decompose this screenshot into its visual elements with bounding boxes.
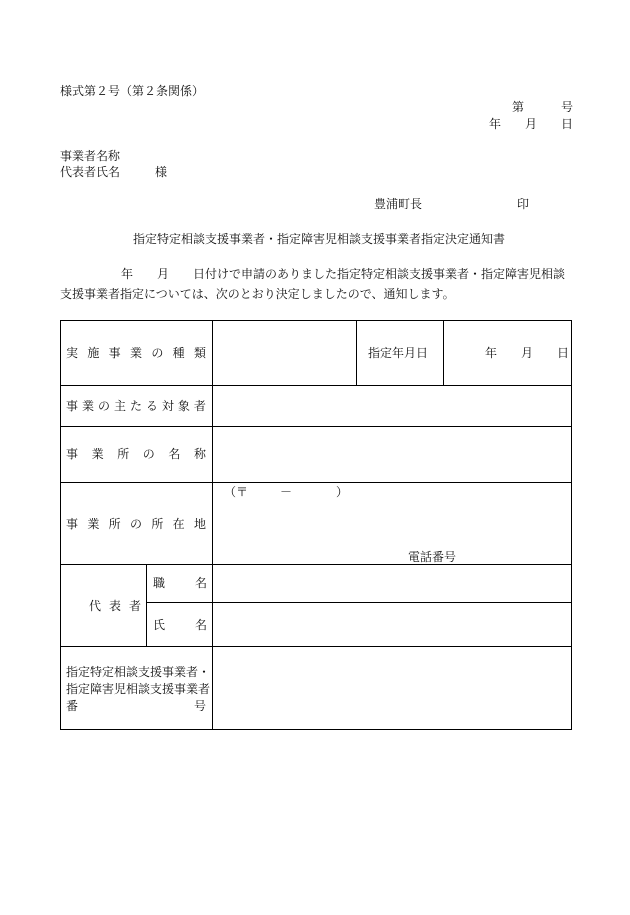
table-border-bottom xyxy=(60,729,572,730)
label-char: 者 xyxy=(193,399,206,413)
body-month: 月 xyxy=(157,267,170,281)
table-column-divider xyxy=(146,564,147,646)
service-type-label xyxy=(66,345,206,361)
label-char: 事 xyxy=(66,517,79,531)
label-char: 主 xyxy=(113,399,126,413)
label-char: 表 xyxy=(108,599,121,613)
issuer-name: 豊浦町長 xyxy=(374,197,423,211)
label-char: 所 xyxy=(151,517,164,531)
company-name-label: 事業者名称 xyxy=(60,149,121,163)
body-line-1: 日付けで申請のありました指定特定相談支援事業者・指定障害児相談 xyxy=(193,267,566,281)
designation-number-label-line-1: 指定特定相談支援事業者・ xyxy=(66,665,211,679)
label-char: 称 xyxy=(193,447,206,461)
seal-mark: 印 xyxy=(517,197,530,211)
label-char: 所 xyxy=(117,447,130,461)
label-char: 名 xyxy=(194,618,207,632)
label-char: 職 xyxy=(153,576,166,590)
table-border-top xyxy=(60,320,572,321)
label-char: 業 xyxy=(87,517,100,531)
doc-number-prefix: 第 xyxy=(512,100,525,114)
label-char: 名 xyxy=(194,576,207,590)
representative-name-label: 代表者氏名 xyxy=(60,165,121,179)
designation-number-label-line-3 xyxy=(66,698,206,714)
label-char: 地 xyxy=(193,517,206,531)
table-border-right xyxy=(571,320,572,730)
label-char: 種 xyxy=(172,346,185,360)
label-char: 業 xyxy=(91,447,104,461)
document-title: 指定特定相談支援事業者・指定障害児相談支援事業者指定決定通知書 xyxy=(133,232,506,246)
label-char: 事 xyxy=(66,447,79,461)
label-char: た xyxy=(129,399,142,413)
label-char: の xyxy=(151,346,164,360)
label-char: の xyxy=(129,517,142,531)
designation-date-month: 月 xyxy=(521,346,534,360)
postal-close: ） xyxy=(336,485,349,499)
label-char: 業 xyxy=(81,399,94,413)
label-char: 実 xyxy=(66,346,79,360)
label-char: 類 xyxy=(193,346,206,360)
phone-label: 電話番号 xyxy=(408,550,457,564)
label-char: る xyxy=(145,399,158,413)
label-char: 事 xyxy=(66,399,79,413)
label-char: 名 xyxy=(168,447,181,461)
label-char: の xyxy=(142,447,155,461)
issue-date-year: 年 xyxy=(489,117,502,131)
target-users-label xyxy=(66,398,206,414)
table-rule xyxy=(60,426,572,427)
table-column-divider xyxy=(212,320,213,730)
body-year: 年 xyxy=(121,267,134,281)
postal-dash: － xyxy=(280,485,293,499)
label-char: 対 xyxy=(161,399,174,413)
label-char: 業 xyxy=(129,346,142,360)
body-line-2: 支援事業者指定については、次のとおり決定しましたので、通知します。 xyxy=(60,287,455,301)
representative-label xyxy=(89,598,141,614)
office-address-label xyxy=(66,516,206,532)
issue-date-month: 月 xyxy=(525,117,538,131)
designation-date-day: 日 xyxy=(557,346,570,360)
table-column-divider xyxy=(443,320,444,385)
table-rule xyxy=(60,385,572,386)
doc-number-suffix: 号 xyxy=(561,100,574,114)
form-number: 様式第２号（第２条関係） xyxy=(60,84,205,98)
table-border-left xyxy=(60,320,61,730)
rep-title-label xyxy=(153,575,207,591)
label-char: 在 xyxy=(172,517,185,531)
designation-date-label: 指定年月日 xyxy=(368,346,429,360)
label-char: 番 xyxy=(66,699,79,713)
table-rule xyxy=(60,646,572,647)
issue-date-day: 日 xyxy=(561,117,574,131)
label-char: 号 xyxy=(193,699,206,713)
designation-number-label-line-2: 指定障害児相談支援事業者 xyxy=(66,682,211,696)
postal-open: （〒 xyxy=(224,485,249,499)
honorific: 様 xyxy=(155,165,168,179)
label-char: 象 xyxy=(177,399,190,413)
table-rule xyxy=(146,602,572,603)
designation-date-year: 年 xyxy=(485,346,498,360)
table-rule xyxy=(60,482,572,483)
table-rule xyxy=(60,564,572,565)
office-name-label xyxy=(66,446,206,462)
table-column-divider xyxy=(356,320,357,385)
label-char: 者 xyxy=(128,599,141,613)
label-char: 施 xyxy=(87,346,100,360)
label-char: 所 xyxy=(108,517,121,531)
rep-name-label xyxy=(153,617,207,633)
label-char: 事 xyxy=(108,346,121,360)
label-char: 氏 xyxy=(153,618,166,632)
label-char: の xyxy=(97,399,110,413)
label-char: 代 xyxy=(89,599,102,613)
